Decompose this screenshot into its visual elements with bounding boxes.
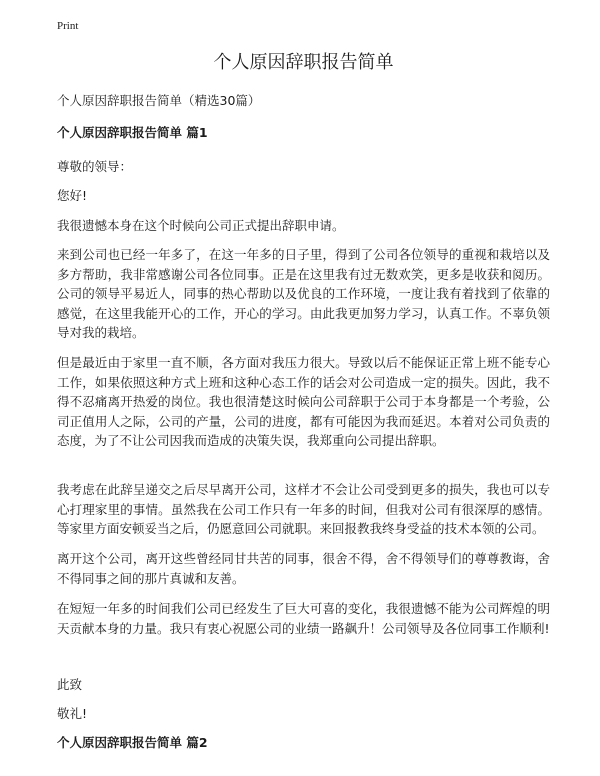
print-link[interactable]: Print xyxy=(57,20,79,32)
section-heading-1: 个人原因辞职报告简单 篇1 xyxy=(57,125,208,140)
paragraph-5: 离开这个公司，离开这些曾经同甘共苦的同事，很舍不得，舍不得领导们的尊尊教诲，舍不得同事之间的那片真诚和友善。 xyxy=(57,551,550,586)
paragraph-3: 但是最近由于家里一直不顺，各方面对我压力很大。导致以后不能保证正常上班不能专心工作，如果依照这种方式上班和这种心态工作的话会对公司造成一定的损失。因此，我不得不忍痛离开热爱的岗位。我也很清楚这时候向公司辞职于公司于本身都是一个考验，公司正值用人之际，公司的产量，公司的进度，都有可能因为我而延迟。本着对公司负责的态度，为了不让公司因我而造成的决策失误，我郑重向公司提出辞职。 xyxy=(57,355,550,448)
closing-line-1: 此致 xyxy=(57,677,83,692)
hello-line: 您好! xyxy=(57,188,88,203)
paragraph-6: 在短短一年多的时间我们公司已经发生了巨大可喜的变化，我很遗憾不能为公司辉煌的明天贡献本身的力量。我只有衷心祝愿公司的业绩一路飙升！公司领导及各位同事工作顺利! xyxy=(57,601,550,636)
paragraph-1: 我很遗憾本身在这个时候向公司正式提出辞职申请。 xyxy=(57,218,345,233)
section-heading-2: 个人原因辞职报告简单 篇2 xyxy=(57,735,208,750)
paragraph-4: 我考虑在此辞呈递交之后尽早离开公司，这样才不会让公司受到更多的损失，我也可以专心打理家里的事情。虽然我在公司工作只有一年多的时间，但我对公司有很深厚的感情。等家里方面安顿妥当之后，仍愿意回公司就职。来回报教我终身受益的技术本领的公司。 xyxy=(57,482,550,536)
document-title: 个人原因辞职报告简单 xyxy=(213,52,394,73)
greeting: 尊敬的领导： xyxy=(57,159,133,174)
document-subtitle: 个人原因辞职报告简单（精选30篇） xyxy=(57,93,261,108)
paragraph-2: 来到公司也已经一年多了，在这一年多的日子里，得到了公司各位领导的重视和栽培以及多方帮助，我非常感谢公司各位同事。正是在这里我有过无数欢笑，更多是收获和阅历。公司的领导平易近人，同事的热心帮助以及优良的工作环境，一度让我有着找到了依靠的感觉，在这里我能开心的工作，开心的学习。由此我更加努力学习，认真工作。不辜负领导对我的栽培。 xyxy=(57,247,550,340)
closing-line-2: 敬礼! xyxy=(57,706,88,721)
